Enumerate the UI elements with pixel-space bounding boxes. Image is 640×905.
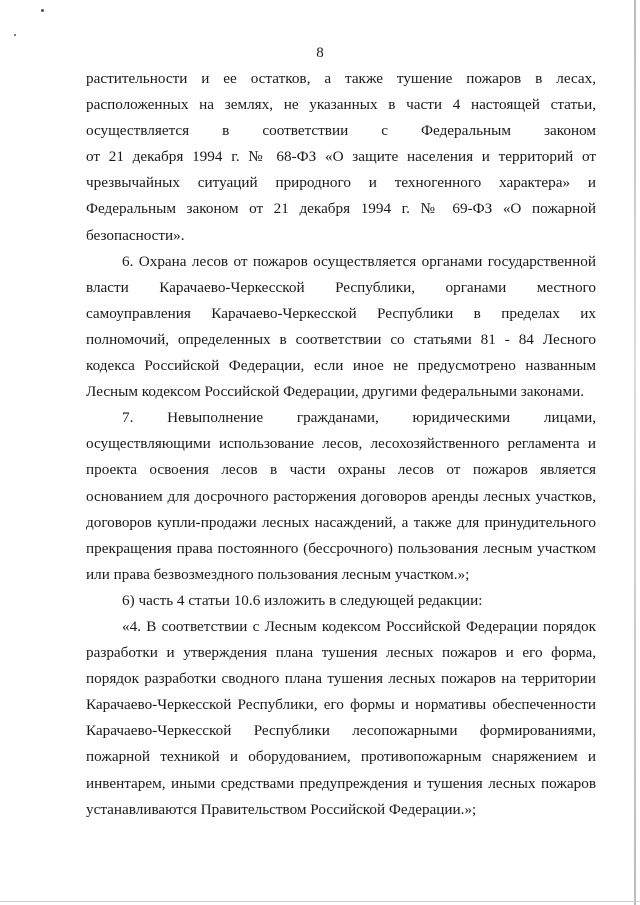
text-line: разработки и утверждения плана тушения лесных пожаров и его форма, bbox=[86, 644, 596, 662]
text-line: полномочий, определенных в соответствии со статьями 81 - 84 Лесного bbox=[86, 330, 596, 348]
text-line: расположенных на землях, не указанных в части 4 настоящей статьи, bbox=[86, 96, 596, 114]
scan-edge-bottom bbox=[0, 901, 640, 902]
text-line: растительности и ее остатков, а также тушение пожаров в лесах, bbox=[86, 70, 596, 87]
text-line: от 21 декабря 1994 г. № 68-ФЗ «О защите населения и территорий от bbox=[86, 148, 596, 166]
text-line: основанием для досрочного расторжения договоров аренды лесных участков, bbox=[86, 487, 596, 505]
page-number: 8 bbox=[316, 45, 324, 61]
text-line: пожарной техникой и оборудованием, противопожарным снаряжением и bbox=[86, 748, 596, 766]
text-line: самоуправления Карачаево-Черкесской Республики в пределах их bbox=[86, 304, 596, 322]
text-line: Карачаево-Черкесской Республики, его формы и нормативы обеспеченности bbox=[86, 696, 596, 714]
text-line: 6) часть 4 статьи 10.6 изложить в следующей редакции: bbox=[122, 591, 483, 609]
text-line: «4. В соответствии с Лесным кодексом Российской Федерации порядок bbox=[122, 617, 596, 635]
document-body bbox=[86, 66, 596, 823]
text-line: Лесным кодексом Российской Федерации, другими федеральными законами. bbox=[86, 383, 585, 401]
text-line: Карачаево-Черкесской Республики лесопожарными формированиями, bbox=[86, 722, 596, 740]
text-line: 7. Невыполнение гражданами, юридическими лицами, bbox=[122, 409, 596, 427]
text-line: кодекса Российской Федерации, если иное не предусмотрено названным bbox=[86, 357, 596, 375]
text-line: или права безвозмездного пользования лесным участком.»; bbox=[86, 565, 470, 583]
text-line: чрезвычайных ситуаций природного и техногенного характера» и bbox=[86, 174, 596, 192]
text-line: проекта освоения лесов в части охраны лесов от пожаров является bbox=[86, 461, 596, 479]
text-line: 6. Охрана лесов от пожаров осуществляется органами государственной bbox=[122, 252, 596, 270]
text-line: Федеральным законом от 21 декабря 1994 г. № 69-ФЗ «О пожарной bbox=[86, 200, 596, 218]
scan-speck bbox=[14, 34, 16, 36]
text-line: договоров купли-продажи лесных насаждений, а также для принудительного bbox=[86, 513, 596, 531]
text-line: порядок разработки сводного плана тушения лесных пожаров на территории bbox=[86, 670, 596, 688]
text-line: власти Карачаево-Черкесской Республики, органами местного bbox=[86, 278, 596, 296]
scan-speck bbox=[41, 9, 44, 12]
text-line: безопасности». bbox=[86, 226, 185, 244]
scan-edge-right bbox=[634, 0, 636, 905]
text-line: осуществляющими использование лесов, лесохозяйственного регламента и bbox=[86, 435, 596, 453]
text-line: инвентарем, иными средствами предупреждения и тушения лесных пожаров bbox=[86, 774, 596, 792]
text-line: устанавливаются Правительством Российской Федерации.»; bbox=[86, 800, 477, 818]
text-line: прекращения права постоянного (бессрочного) пользования лесным участком bbox=[86, 539, 596, 557]
text-line: осуществляется в соответствии с Федеральным законом bbox=[86, 122, 596, 140]
